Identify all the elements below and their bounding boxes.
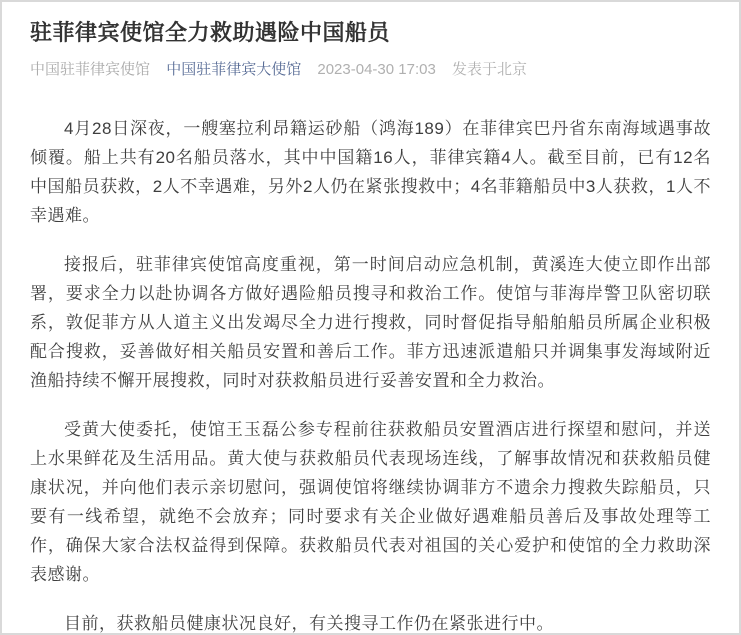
article-source-label: 中国驻菲律宾使馆 [30, 60, 151, 78]
account-link[interactable]: 中国驻菲律宾大使馆 [166, 60, 302, 78]
publish-timestamp: 2023-04-30 17:03 [317, 60, 436, 78]
paragraph-2: 接报后，驻菲律宾使馆高度重视，第一时间启动应急机制，黄溪连大使立即作出部署，要求全力以赴协调各方做好遇险船员搜寻和救治工作。使馆与菲海岸警卫队密切联系，敦促菲方从人道主义出发竭尽全力进行搜救，同时督促指导船舶船员所属企业积极配合搜救，妥善做好相关船员安置和善后工作。菲方迅速派遣船只并调集事发海域附近渔船持续不懈开展搜救，同时对获救船员进行妥善安置和全力救治。 [30, 254, 711, 390]
paragraph-1: 4月28日深夜，一艘塞拉利昂籍运砂船（鸿海189）在菲律宾巴丹省东南海域遇事故倾覆。船上共有20名船员落水，其中中国籍16人，菲律宾籍4人。截至目前，已有12名中国船员获救，2人不幸遇难，另外2人仍在紧张搜救中；4名菲籍船员中3人获救，1人不幸遇难。 [30, 118, 711, 225]
paragraph-4: 目前，获救船员健康状况良好，有关搜寻工作仍在紧张进行中。 [64, 613, 554, 633]
publish-location: 发表于北京 [451, 60, 527, 78]
byline [30, 60, 711, 80]
article-body [30, 114, 711, 635]
article-title: 驻菲律宾使馆全力救助遇险中国船员 [30, 20, 391, 45]
paragraph-3: 受黄大使委托，使馆王玉磊公参专程前往获救船员安置酒店进行探望和慰问，并送上水果鲜花及生活用品。黄大使与获救船员代表现场连线，了解事故情况和获救船员健康状况，并向他们表示亲切慰问，强调使馆将继续协调菲方不遗余力搜救失踪船员，只要有一线希望，就绝不会放弃；同时要求有关企业做好遇难船员善后及事故处理等工作，确保大家合法权益得到保障。获救船员代表对祖国的关心爱护和使馆的全力救助深表感谢。 [30, 419, 711, 584]
